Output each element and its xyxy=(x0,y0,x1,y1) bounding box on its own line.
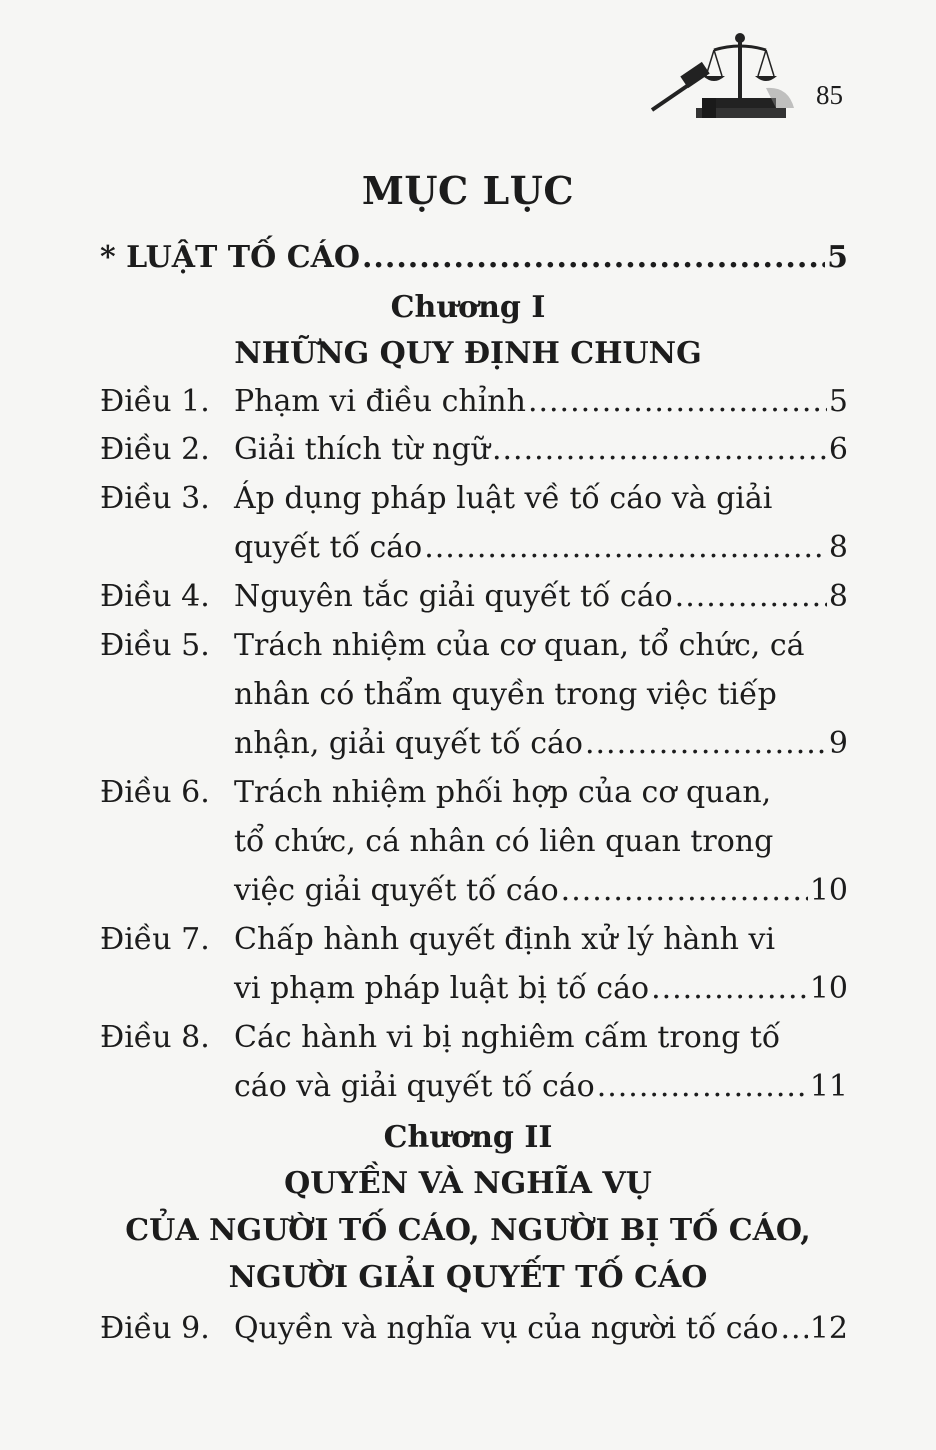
toc-entry-article-5-cont[interactable] xyxy=(234,726,848,772)
toc-entry-law[interactable] xyxy=(100,240,848,286)
article-number: Điều 8. xyxy=(100,1020,210,1055)
dot-leader xyxy=(675,579,827,614)
article-title: Các hành vi bị nghiêm cấm trong tố xyxy=(234,1020,781,1055)
dot-leader xyxy=(561,873,808,908)
toc-entry-article-8[interactable] xyxy=(100,1020,848,1066)
toc-entry-page: 9 xyxy=(828,726,848,761)
toc-entry-page: 6 xyxy=(828,432,848,467)
chapter-title: NHỮNG QUY ĐỊNH CHUNG xyxy=(234,336,702,371)
page-number: 85 xyxy=(816,80,843,110)
dot-leader xyxy=(781,1311,808,1346)
toc-entry-article-7-cont[interactable] xyxy=(234,971,848,1017)
toc-entry-page: 8 xyxy=(828,579,848,614)
dot-leader xyxy=(424,530,827,565)
toc-entry-page: 11 xyxy=(809,1069,848,1104)
chapter-title-line-1: QUYỀN VÀ NGHĨA VỤ xyxy=(284,1166,652,1201)
dot-leader xyxy=(528,384,827,419)
toc-entry-article-4[interactable] xyxy=(100,579,848,625)
article-number: Điều 3. xyxy=(100,481,210,516)
toc-entry-article-2[interactable] xyxy=(100,432,848,478)
article-title-line: quyết tố cáo xyxy=(234,530,423,565)
toc-title: MỤC LỤC xyxy=(361,168,575,213)
toc-entry-page: 5 xyxy=(827,240,848,275)
chapter-label: Chương I xyxy=(390,290,546,325)
toc-entry-article-9[interactable] xyxy=(100,1311,848,1357)
chapter-title-line-2: CỦA NGƯỜI TỐ CÁO, NGƯỜI BỊ TỐ CÁO, xyxy=(125,1213,811,1248)
dot-leader xyxy=(651,971,808,1006)
toc-entry-page: 8 xyxy=(828,530,848,565)
article-number: Điều 4. xyxy=(100,579,210,614)
toc-entry-page: 10 xyxy=(809,971,848,1006)
toc-entry-article-3[interactable] xyxy=(100,481,848,527)
article-title-line: việc giải quyết tố cáo xyxy=(234,873,559,908)
toc-entry-article-3-cont[interactable] xyxy=(234,530,848,576)
article-title-line: vi phạm pháp luật bị tố cáo xyxy=(234,971,650,1006)
article-number: Điều 1. xyxy=(100,384,210,419)
toc-entry-article-6[interactable] xyxy=(100,775,848,821)
article-title: Nguyên tắc giải quyết tố cáo xyxy=(234,579,673,614)
article-title: Giải thích từ ngữ xyxy=(234,432,490,467)
toc-entry-article-1[interactable] xyxy=(100,384,848,430)
article-title: Chấp hành quyết định xử lý hành vi xyxy=(234,922,776,957)
dot-leader xyxy=(585,726,827,761)
toc-entry-article-6-cont[interactable] xyxy=(234,873,848,919)
toc-entry-page: 5 xyxy=(828,384,848,419)
toc-entry-page: 10 xyxy=(809,873,848,908)
article-number: Điều 7. xyxy=(100,922,210,957)
toc-entry-article-5[interactable] xyxy=(100,628,848,674)
article-title: Quyền và nghĩa vụ của người tố cáo xyxy=(234,1311,779,1346)
article-number: Điều 2. xyxy=(100,432,210,467)
article-number: Điều 9. xyxy=(100,1311,210,1346)
chapter-label: Chương II xyxy=(383,1120,553,1155)
article-title: Phạm vi điều chỉnh xyxy=(234,384,526,419)
article-number: Điều 6. xyxy=(100,775,210,810)
dot-leader xyxy=(597,1069,808,1104)
article-title-line: tổ chức, cá nhân có liên quan trong xyxy=(234,824,774,859)
article-title-line: nhận, giải quyết tố cáo xyxy=(234,726,583,761)
scales-gavel-icon xyxy=(648,28,798,124)
dot-leader xyxy=(362,240,825,275)
toc-entry-page: 12 xyxy=(809,1311,848,1346)
dot-leader xyxy=(492,432,827,467)
article-title: Trách nhiệm của cơ quan, tổ chức, cá xyxy=(234,628,805,663)
article-title: Trách nhiệm phối hợp của cơ quan, xyxy=(234,775,772,810)
article-number: Điều 5. xyxy=(100,628,210,663)
article-title-line: cáo và giải quyết tố cáo xyxy=(234,1069,595,1104)
article-title-line: nhân có thẩm quyền trong việc tiếp xyxy=(234,677,777,712)
article-title: Áp dụng pháp luật về tố cáo và giải xyxy=(234,481,773,516)
chapter-title-line-3: NGƯỜI GIẢI QUYẾT TỐ CÁO xyxy=(228,1260,708,1295)
toc-entry-label: * LUẬT TỐ CÁO xyxy=(100,240,360,275)
toc-entry-article-7[interactable] xyxy=(100,922,848,968)
toc-entry-article-8-cont[interactable] xyxy=(234,1069,848,1115)
